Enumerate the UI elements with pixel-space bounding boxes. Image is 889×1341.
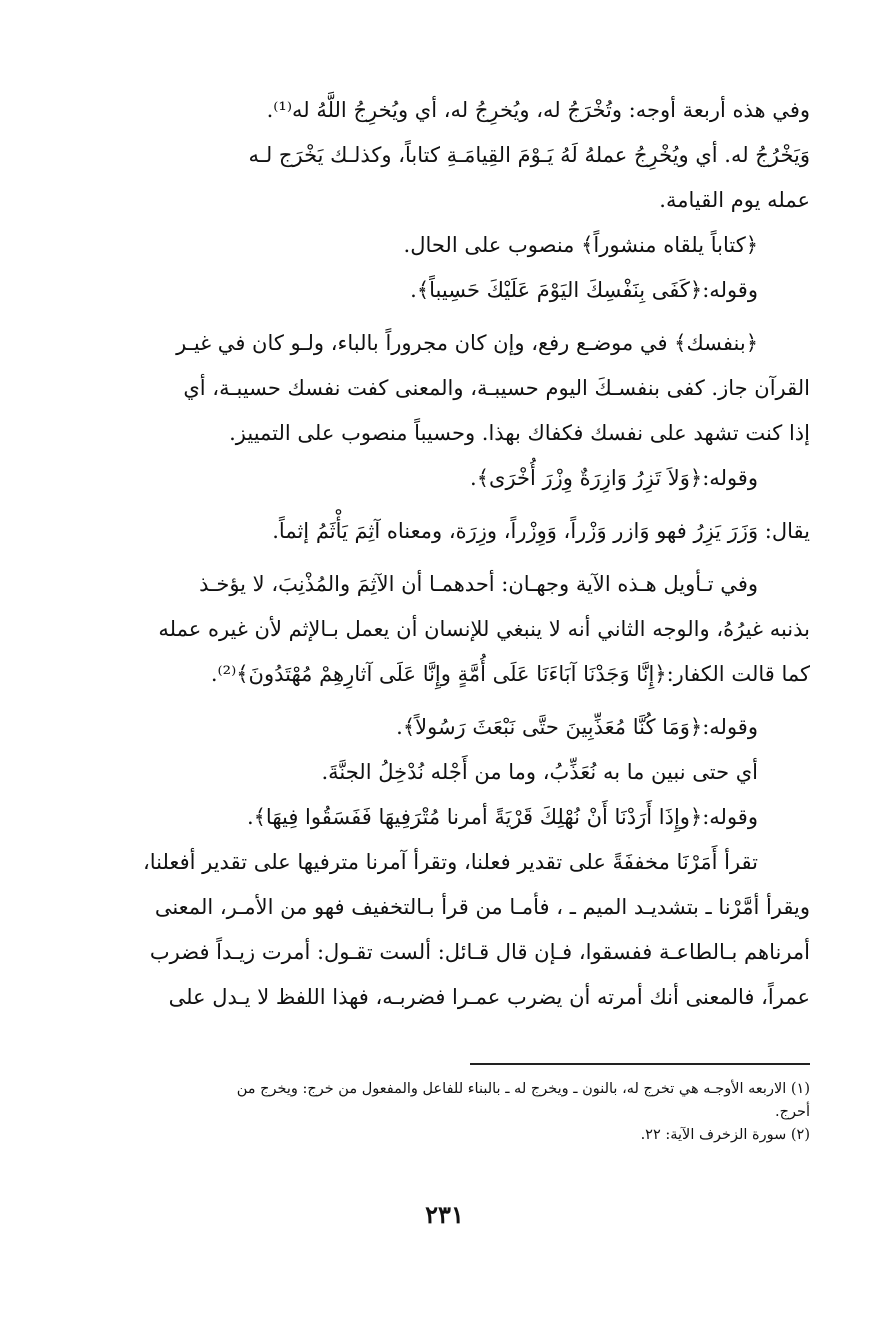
- footnote-divider: [470, 1063, 810, 1065]
- text-line: ﴿كتاباً يلقاه منشوراً﴾ منصوب على الحال.: [403, 233, 758, 257]
- text-line: وقوله:﴿وَمَا كُنَّا مُعَذِّبِينَ حتَّى نَبْعَثَ رَسُولاً﴾.: [396, 715, 758, 739]
- text-line: القرآن جاز. كفى بنفسـكَ اليوم حسيبـة، والمعنى كفت نفسك حسيبـة، أي: [183, 376, 810, 400]
- text-line: وفي تـأويل هـذه الآية وجهـان: أحدهمـا أن الآثِمَ والمُذْنِبَ، لا يؤخـذ: [199, 572, 758, 596]
- page-number: ٢٣١: [425, 1200, 464, 1229]
- text-line: وفي هذه أربعة أوجه: وتُخْرَجُ له، ويُخرِجُ له، أي ويُخرِجُ اللَّهُ له⁽¹⁾.: [266, 98, 810, 122]
- text-line: وقوله:﴿وإِذَا أَرَدْنَا أَنْ نُهْلِكَ قَرْيَةً أمرنا مُتْرَفِيهَا فَفَسَقُوا فِيهَا﴾.: [246, 805, 758, 829]
- footnote-line: (٢) سورة الزخرف الآية: ٢٢.: [640, 1127, 810, 1143]
- text-line: ﴿بنفسك﴾ في موضـع رفع، وإن كان مجروراً بالباء، ولـو كان في غيـر: [176, 331, 758, 355]
- text-line: أي حتى نبين ما به نُعَذِّبُ، وما من أَجْله نُدْخِلُ الجنَّةَ.: [321, 760, 758, 784]
- text-line: تقرأ أَمَرْنَا مخففَةً على تقدير فعلنا، وتقرأ آمرنا مترفيها على تقدير أفعلنا،: [142, 850, 758, 874]
- text-line: وَيَخْرُجُ له. أي ويُخْرِجُ عملهُ لَهُ يَـوْمَ القِيامَـةِ كتاباً، وكذلـك يَخْرَج لـه: [248, 143, 810, 167]
- text-line: عمله يوم القيامة.: [659, 188, 810, 212]
- main-text: [120, 88, 810, 1020]
- text-line: كما قالت الكفار:﴿إِنَّا وَجَدْنَا آبَاءَنَا عَلَى أُمَّةٍ وإِنَّا عَلَى آثارِهِمْ مُهْتَدُونَ﴾⁽²⁾.: [210, 662, 810, 686]
- text-line: يقال: وَزَرَ يَزِرُ فهو وَازر وَزْراً، وَوِزْراً، وزِرَة، ومعناه آثِمَ يَأْثَمُ إثماً.: [272, 519, 810, 543]
- footnotes: [120, 1078, 810, 1147]
- footnote-line: (١) الاربعه الأوجـه هي تخرج له، بالنون ـ ويخرج له ـ بالبناء للفاعل والمفعول من خرج: ويخرج من: [236, 1081, 810, 1097]
- text-line: بذنبه غيرُهُ، والوجه الثاني أنه لا ينبغي للإنسان أن يعمل بـالإثم لأن غيره عمله: [158, 617, 810, 641]
- text-line: ويقرأ أمَّرْنا ـ بتشديـد الميم ـ ، فأمـا من قرأ بـالتخفيف فهو من الأمـر، المعنى: [154, 895, 810, 919]
- text-line: إذا كنت تشهد على نفسك فكفاك بهذا. وحسيباً منصوب على التمييز.: [229, 421, 810, 445]
- text-line: أمرناهم بـالطاعـة ففسقوا، فـإن قال قـائل: ألست تقـول: أمرت زيـداً فضرب: [149, 940, 810, 964]
- text-line: وقوله:﴿كَفَى بِنَفْسِكَ اليَوْمَ عَلَيْكَ حَسِيباً﴾.: [410, 278, 758, 302]
- text-line: وقوله:﴿وَلاَ تَزِرُ وَازِرَةٌ وِزْرَ أُخْرَى﴾.: [470, 466, 758, 490]
- footnote-line: أحرج.: [775, 1104, 810, 1120]
- text-line: عمراً، فالمعنى أنك أمرته أن يضرب عمـرا فضربـه، فهذا اللفظ لا يـدل على: [168, 985, 810, 1009]
